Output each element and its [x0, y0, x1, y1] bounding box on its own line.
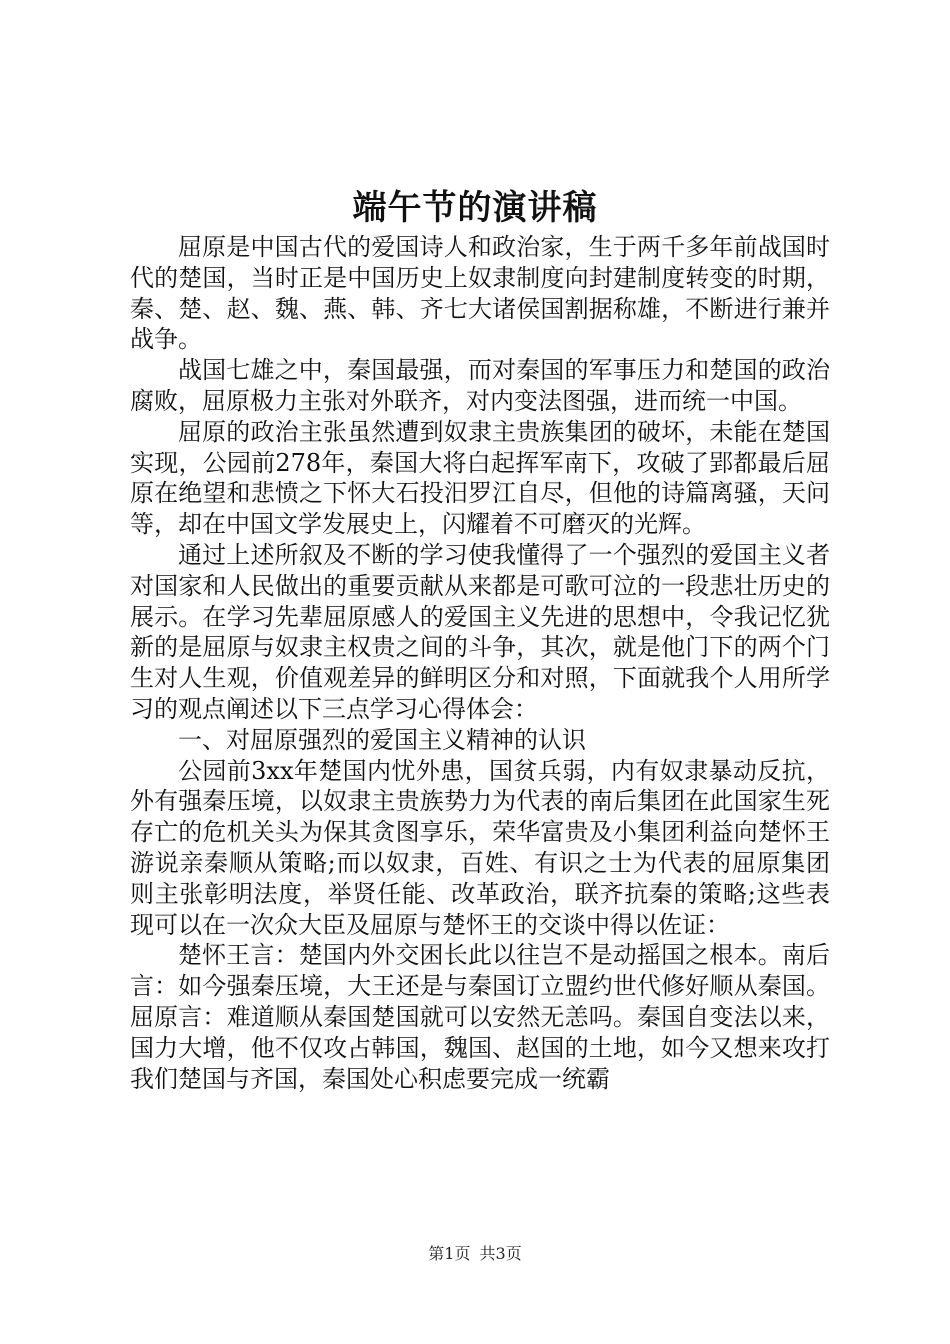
paragraph: 楚怀王言：楚国内外交困长此以往岂不是动摇国之根本。南后言：如今强秦压境，大王还是与秦国订立盟约世代修好顺从秦国。屈原言：难道顺从秦国楚国就可以安然无恙吗。秦国自变法以来，国力大增，他不仅攻占韩国，魏国、赵国的土地，如今又想来攻打我们楚国与齐国，秦国处心积虑要完成一统霸 — [130, 941, 830, 1093]
page-number: 第1页 — [428, 1244, 471, 1263]
paragraph: 屈原是中国古代的爱国诗人和政治家，生于两千多年前战国时代的楚国，当时正是中国历史上奴隶制度向封建制度转变的时期，秦、楚、赵、魏、燕、韩、齐七大诸侯国割据称雄，不断进行兼并战争。 — [130, 233, 830, 354]
paragraph: 通过上述所叙及不断的学习使我懂得了一个强烈的爱国主义者对国家和人民做出的重要贡献从来都是可歌可泣的一段悲壮历史的展示。在学习先辈屈原感人的爱国主义先进的思想中，令我记忆犹新的是屈原与奴隶主权贵之间的斗争，其次，就是他门下的两个门生对人生观，价值观差异的鲜明区分和对照，下面就我个人用所学习的观点阐述以下三点学习心得体会： — [130, 540, 830, 723]
document-body — [130, 232, 830, 1094]
section-heading: 一、对屈原强烈的爱国主义精神的认识 — [178, 725, 586, 754]
page-footer — [0, 1243, 950, 1265]
paragraph: 公园前3xx年楚国内忧外患，国贫兵弱，内有奴隶暴动反抗，外有强秦压境，以奴隶主贵族势力为代表的南后集团在此国家生死存亡的危机关头为保其贪图享乐，荣华富贵及小集团利益向楚怀王游说亲秦顺从策略;而以奴隶，百姓、有识之士为代表的屈原集团则主张彰明法度，举贤任能、改革政治，联齐抗秦的策略;这些表现可以在一次众大臣及屈原与楚怀王的交谈中得以佐证： — [130, 756, 830, 939]
paragraph: 屈原的政治主张虽然遭到奴隶主贵族集团的破坏，未能在楚国实现，公园前278年，秦国大将白起挥军南下，攻破了郢都最后屈原在绝望和悲愤之下怀大石投汨罗江自尽，但他的诗篇离骚，天问等，却在中国文学发展史上，闪耀着不可磨灭的光辉。 — [130, 417, 830, 539]
page-total: 共3页 — [479, 1244, 522, 1263]
paragraph: 战国七雄之中，秦国最强，而对秦国的军事压力和楚国的政治腐败，屈原极力主张对外联齐，对内变法图强，进而统一中国。 — [130, 356, 830, 415]
document-title: 端午节的演讲稿 — [352, 188, 598, 228]
